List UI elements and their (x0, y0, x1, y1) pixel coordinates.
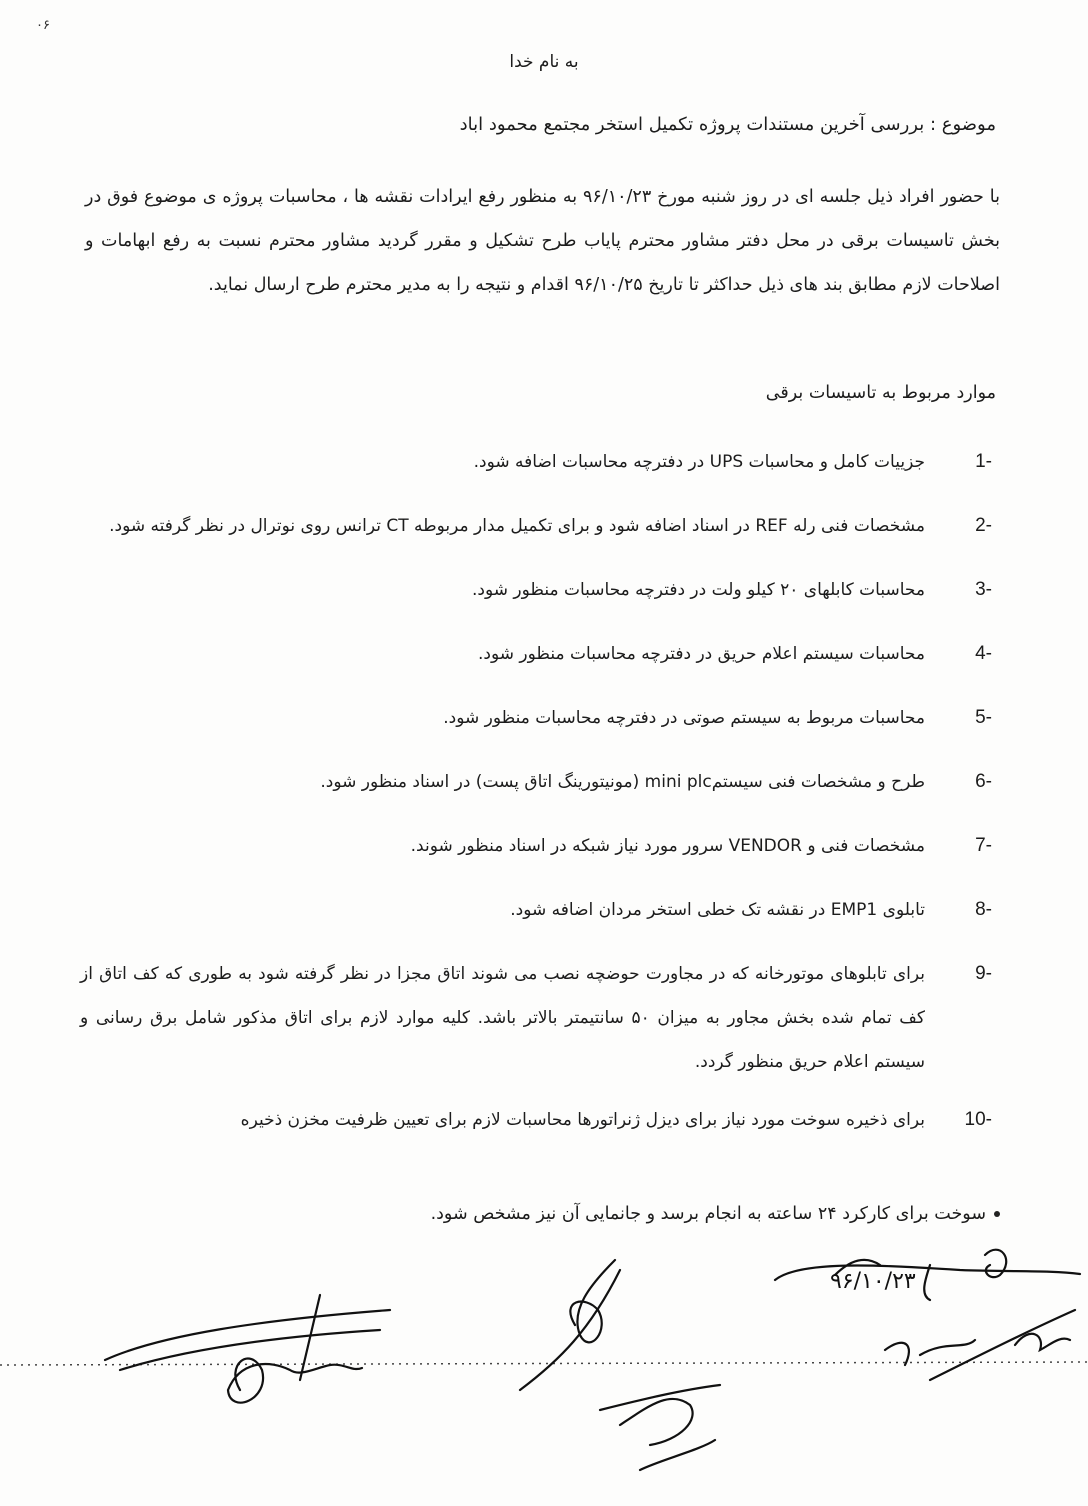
item-text: برای ذخیره سوخت مورد نیاز برای دیزل ژنراتورها محاسبات لازم برای تعیین ظرفیت مخزن ذخیره (240, 1110, 925, 1130)
item-number: 5- (975, 707, 992, 728)
item-number: 10- (964, 1109, 992, 1130)
bullet-icon (994, 1211, 1000, 1217)
item-text: برای تابلوهای موتورخانه که در مجاورت حوضچه نصب می شوند اتاق مجزا در نظر گرفته شود به طوری که کف اتاق از کف تمام شده بخش مجاور به میزان ۵۰ سانتیمتر بالاتر باشد. کلیه موارد لازم برای اتاق مذکور شامل برق رسانی و سیستم اعلام حریق منظور گردد. (80, 964, 925, 1072)
list-item (80, 440, 1000, 484)
page-number: ۰۶ (36, 18, 50, 33)
section-title: موارد مربوط به تاسیسات برقی (765, 383, 996, 403)
item-number: 7- (975, 835, 992, 856)
list-item (80, 824, 1000, 868)
item-text: جزییات کامل و محاسبات UPS در دفترچه محاسبات اضافه شود. (473, 452, 925, 472)
list-item (80, 952, 1000, 1084)
item-text: مشخصات فنی و VENDOR سرور مورد نیاز شبکه در اسناد منظور شوند. (410, 836, 925, 856)
intro-paragraph: با حضور افراد ذیل جلسه ای در روز شنبه مورخ ۹۶/۱۰/۲۳ به منظور رفع ایرادات نقشه ها ، محاسبات پروژه ی موضوع فوق در بخش تاسیسات برقی در محل دفتر مشاور محترم پایاب طرح تشکیل و مقرر گردید مشاور محترم نسبت به رفع ابهامات و اصلاحات لازم مطابق بند های ذیل حداکثر تا تاریخ ۹۶/۱۰/۲۵ اقدام و نتیجه را به مدیر محترم طرح ارسال نماید. (85, 187, 1000, 295)
dotted-line (0, 1362, 1088, 1365)
list-item (80, 888, 1000, 932)
list-item (80, 632, 1000, 676)
item-number: 6- (975, 771, 992, 792)
list-item (80, 760, 1000, 804)
item-text: محاسبات سیستم اعلام حریق در دفترچه محاسبات منظور شود. (478, 644, 925, 664)
list-item (80, 1098, 1000, 1142)
signature-3 (775, 1250, 1080, 1380)
basmala-heading: به نام خدا (509, 52, 579, 72)
item-text: طرح و مشخصات فنی سیستمmini plc (مونیتورینگ اتاق پست) در اسناد منظور شود. (320, 772, 925, 792)
list-item (80, 696, 1000, 740)
signature-date: ۹۶/۱۰/۲۳ (830, 1269, 916, 1294)
item-number: 1- (975, 451, 992, 472)
signatures-area (0, 1240, 1088, 1506)
item-text: تابلوی EMP1 در نقشه تک خطی استخر مردان اضافه شود. (510, 900, 925, 920)
signature-2 (520, 1260, 720, 1470)
last-line-text: سوخت برای کارکرد ۲۴ ساعته به انجام برسد و جانمایی آن نیز مشخص شود. (430, 1204, 986, 1224)
item-number: 3- (975, 579, 992, 600)
last-line (431, 1204, 1000, 1224)
signature-1 (105, 1295, 390, 1403)
item-text: محاسبات مربوط به سیستم صوتی در دفترچه محاسبات منظور شود. (443, 708, 925, 728)
subject-line: موضوع : بررسی آخرین مستندات پروژه تکمیل استخر مجتمع محمود اباد (459, 114, 996, 135)
items-list (80, 440, 1000, 1142)
item-text: محاسبات کابلهای ۲۰ کیلو ولت در دفترچه محاسبات منظور شود. (471, 580, 925, 600)
item-number: 8- (975, 899, 992, 920)
item-number: 4- (975, 643, 992, 664)
item-number: 2- (975, 515, 992, 536)
list-item (80, 568, 1000, 612)
list-item (80, 504, 1000, 548)
item-number: 9- (975, 963, 992, 984)
item-text: مشخصات فنی رله REF در اسناد اضافه شود و برای تکمیل مدار مربوطه CT ترانس روی نوترال در نظر گرفته شود. (109, 516, 925, 536)
